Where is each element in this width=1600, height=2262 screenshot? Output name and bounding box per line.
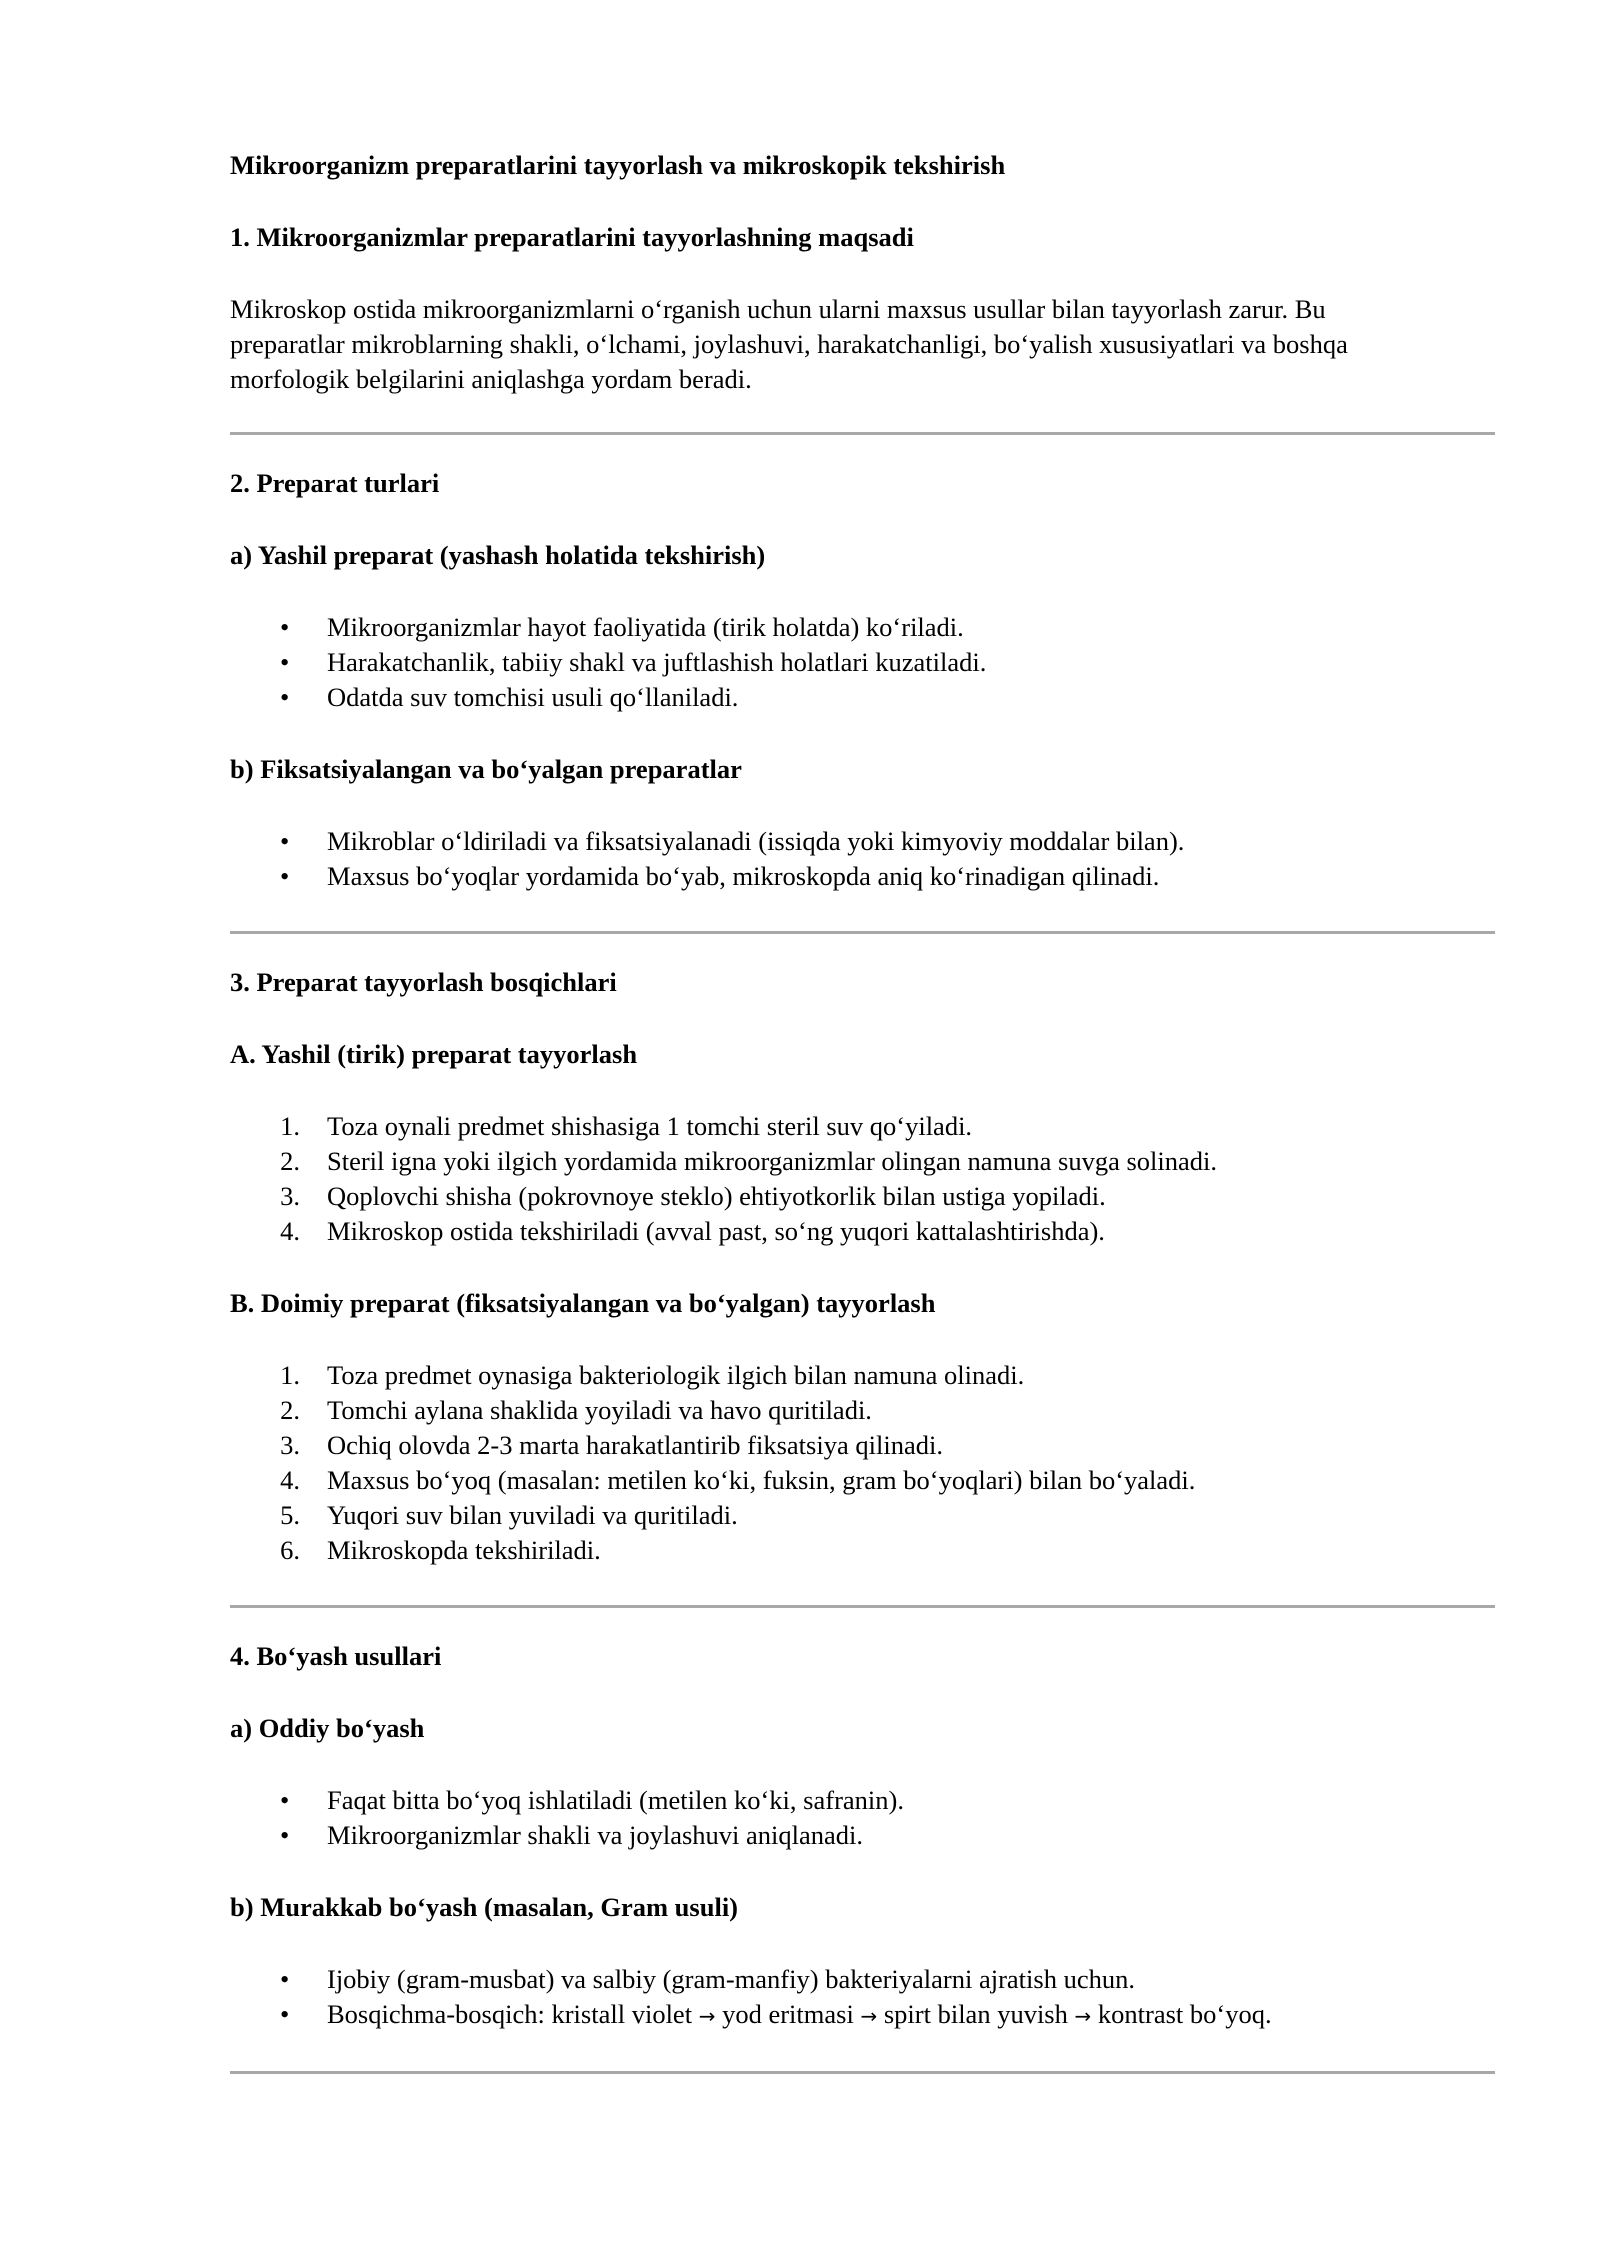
list-item — [230, 1393, 1495, 1428]
number-marker: 2. — [280, 1395, 300, 1425]
list-item — [230, 645, 1495, 680]
list-item-text: Mikroorganizmlar hayot faoliyatida (tirik holatda) ko‘riladi. — [327, 612, 964, 642]
list-item — [230, 610, 1495, 645]
section-3a-heading: A. Yashil (tirik) preparat tayyorlash — [230, 1039, 638, 1069]
number-marker: 3. — [280, 1430, 300, 1460]
right-arrow-icon: → — [1074, 2004, 1092, 2028]
bullet-marker: • — [280, 647, 290, 677]
list-item-text: Tomchi aylana shaklida yoyiladi va havo quritiladi. — [327, 1395, 872, 1425]
bullet-marker: • — [280, 1999, 290, 2029]
number-marker: 1. — [280, 1360, 300, 1390]
bullet-marker: • — [280, 1820, 290, 1850]
list-item — [230, 1498, 1495, 1533]
gram-step-text: yod eritmasi — [715, 1999, 861, 2029]
number-marker: 6. — [280, 1535, 300, 1565]
gram-step-text: spirt bilan yuvish — [877, 1999, 1075, 2029]
list-item-text: Mikroskopda tekshiriladi. — [327, 1535, 601, 1565]
list-item-text: Yuqori suv bilan yuviladi va quritiladi. — [327, 1500, 738, 1530]
number-marker: 4. — [280, 1465, 300, 1495]
section-2-heading: 2. Preparat turlari — [230, 468, 440, 498]
list-item-text: Mikroblar o‘ldiriladi va fiksatsiyalanadi (issiqda yoki kimyoviy moddalar bilan). — [327, 826, 1185, 856]
section-1-heading: 1. Mikroorganizmlar preparatlarini tayyorlashning maqsadi — [230, 222, 914, 252]
bullet-marker: • — [280, 826, 290, 856]
list-item — [230, 1463, 1495, 1498]
list-item-text: Odatda suv tomchisi usuli qo‘llaniladi. — [327, 682, 739, 712]
bullet-marker: • — [280, 861, 290, 891]
list-item — [230, 1962, 1495, 1997]
right-arrow-icon: → — [860, 2004, 878, 2028]
section-3b-list — [230, 1358, 1495, 1568]
section-3a-list — [230, 1109, 1495, 1249]
list-item-text: Maxsus bo‘yoq (masalan: metilen ko‘ki, fuksin, gram bo‘yoqlari) bilan bo‘yaladi. — [327, 1465, 1196, 1495]
section-3-heading: 3. Preparat tayyorlash bosqichlari — [230, 967, 617, 997]
gram-step-text: Bosqichma-bosqich: kristall violet — [327, 1999, 699, 2029]
paragraph-line: Mikroskop ostida mikroorganizmlarni o‘rganish uchun ularni maxsus usullar bilan tayyorlash zarur. Bu — [230, 294, 1326, 324]
list-item-text: Mikroorganizmlar shakli va joylashuvi aniqlanadi. — [327, 1820, 864, 1850]
list-item-text: Maxsus bo‘yoqlar yordamida bo‘yab, mikroskopda aniq ko‘rinadigan qilinadi. — [327, 861, 1160, 891]
section-3b-heading: B. Doimiy preparat (fiksatsiyalangan va bo‘yalgan) tayyorlash — [230, 1288, 936, 1318]
right-arrow-icon: → — [698, 2004, 716, 2028]
section-divider — [230, 2071, 1495, 2074]
list-item — [230, 1179, 1495, 1214]
section-4-heading: 4. Bo‘yash usullari — [230, 1641, 442, 1671]
document-page — [230, 148, 1495, 2074]
list-item — [230, 859, 1495, 894]
section-4a-list — [230, 1783, 1495, 1853]
list-item — [230, 1783, 1495, 1818]
bullet-marker: • — [280, 612, 290, 642]
number-marker: 1. — [280, 1111, 300, 1141]
list-item — [230, 1358, 1495, 1393]
section-1-paragraph — [230, 292, 1495, 397]
number-marker: 2. — [280, 1146, 300, 1176]
section-4a-heading: a) Oddiy bo‘yash — [230, 1713, 425, 1743]
list-item — [230, 1109, 1495, 1144]
list-item-text: Harakatchanlik, tabiiy shakl va juftlashish holatlari kuzatiladi. — [327, 647, 987, 677]
section-divider — [230, 1605, 1495, 1608]
section-divider — [230, 432, 1495, 435]
paragraph-line: morfologik belgilarini aniqlashga yordam beradi. — [230, 364, 752, 394]
list-item — [230, 1214, 1495, 1249]
list-item-text: Toza predmet oynasiga bakteriologik ilgich bilan namuna olinadi. — [327, 1360, 1025, 1390]
bullet-marker: • — [280, 1785, 290, 1815]
list-item — [230, 1533, 1495, 1568]
section-2b-heading: b) Fiksatsiyalangan va bo‘yalgan preparatlar — [230, 754, 742, 784]
section-4b-heading: b) Murakkab bo‘yash (masalan, Gram usuli) — [230, 1892, 739, 1922]
section-2b-list — [230, 824, 1495, 894]
section-2a-list — [230, 610, 1495, 715]
list-item-text: Ijobiy (gram-musbat) va salbiy (gram-manfiy) bakteriyalarni ajratish uchun. — [327, 1964, 1135, 1994]
list-item-text: Faqat bitta bo‘yoq ishlatiladi (metilen ko‘ki, safranin). — [327, 1785, 904, 1815]
section-4b-list — [230, 1962, 1495, 2034]
list-item-text: Ochiq olovda 2-3 marta harakatlantirib fiksatsiya qilinadi. — [327, 1430, 943, 1460]
gram-step-text: kontrast bo‘yoq. — [1091, 1999, 1272, 2029]
section-2a-heading: a) Yashil preparat (yashash holatida tekshirish) — [230, 540, 766, 570]
list-item — [230, 824, 1495, 859]
bullet-marker: • — [280, 1964, 290, 1994]
number-marker: 3. — [280, 1181, 300, 1211]
list-item-text: Mikroskop ostida tekshiriladi (avval past, so‘ng yuqori kattalashtirishda). — [327, 1216, 1105, 1246]
number-marker: 4. — [280, 1216, 300, 1246]
document-title: Mikroorganizm preparatlarini tayyorlash va mikroskopik tekshirish — [230, 150, 1006, 180]
list-item — [230, 1144, 1495, 1179]
list-item — [230, 1818, 1495, 1853]
list-item — [230, 680, 1495, 715]
list-item-text — [327, 1999, 1272, 2029]
list-item — [230, 1428, 1495, 1463]
number-marker: 5. — [280, 1500, 300, 1530]
bullet-marker: • — [280, 682, 290, 712]
list-item-text: Qoplovchi shisha (pokrovnoye steklo) ehtiyotkorlik bilan ustiga yopiladi. — [327, 1181, 1106, 1211]
list-item-text: Toza oynali predmet shishasiga 1 tomchi steril suv qo‘yiladi. — [327, 1111, 973, 1141]
list-item-text: Steril igna yoki ilgich yordamida mikroorganizmlar olingan namuna suvga solinadi. — [327, 1146, 1218, 1176]
list-item — [230, 1997, 1495, 2034]
section-divider — [230, 931, 1495, 934]
paragraph-line: preparatlar mikroblarning shakli, o‘lchami, joylashuvi, harakatchanligi, bo‘yalish xususiyatlari va boshqa — [230, 329, 1348, 359]
